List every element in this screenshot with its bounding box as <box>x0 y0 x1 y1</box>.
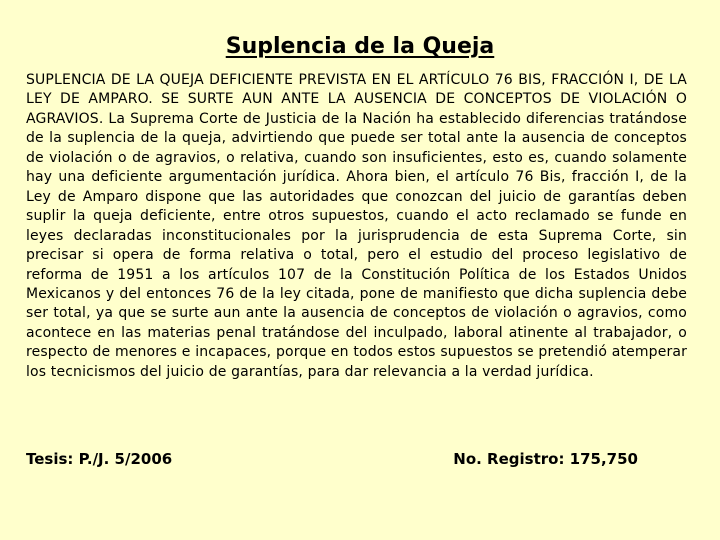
thesis-label: Tesis: P./J. 5/2006 <box>26 450 173 468</box>
slide-body-text: SUPLENCIA DE LA QUEJA DEFICIENTE PREVISTA EN EL ARTÍCULO 76 BIS, FRACCIÓN I, DE LA LEY DE AMPARO. SE SURTE AUN ANTE LA AUSENCIA DE CONCEPTOS DE VIOLACIÓN O AGRAVIOS. La Suprema Corte de Justicia de la Nación ha establecido diferencias tratándose de la suplencia de la queja, advirtiendo que puede ser total ante la ausencia de conceptos de violación o de agravios, o relativa, cuando son insuficientes, esto es, cuando solamente hay una deficiente argumentación jurídica. Ahora bien, el artículo 76 Bis, fracción I, de la Ley de Amparo dispone que las autoridades que conozcan del juicio de garantías deben suplir la queja deficiente, entre otros supuestos, cuando el acto reclamado se funde en leyes declaradas inconstitucionales por la jurisprudencia de esta Suprema Corte, sin precisar si opera de forma relativa o total, pero el estudio del proceso legislativo de reforma de 1951 a los artículos 107 de la Constitución Política de los Estados Unidos Mexicanos y del entonces 76 de la ley citada, pone de manifiesto que dicha suplencia debe ser total, ya que se surte aun ante la ausencia de conceptos de violación o agravios, como acontece en las materias penal tratándose del inculpado, laboral atinente al trabajador, o respecto de menores e incapaces, porque en todos estos supuestos se pretendió atemperar los tecnicismos del juicio de garantías, para dar relevancia a la verdad jurídica. <box>26 72 687 380</box>
registry-number: No. Registro: 175,750 <box>453 450 638 468</box>
slide-footer <box>26 449 638 469</box>
slide-title: Suplencia de la Queja <box>225 34 495 59</box>
